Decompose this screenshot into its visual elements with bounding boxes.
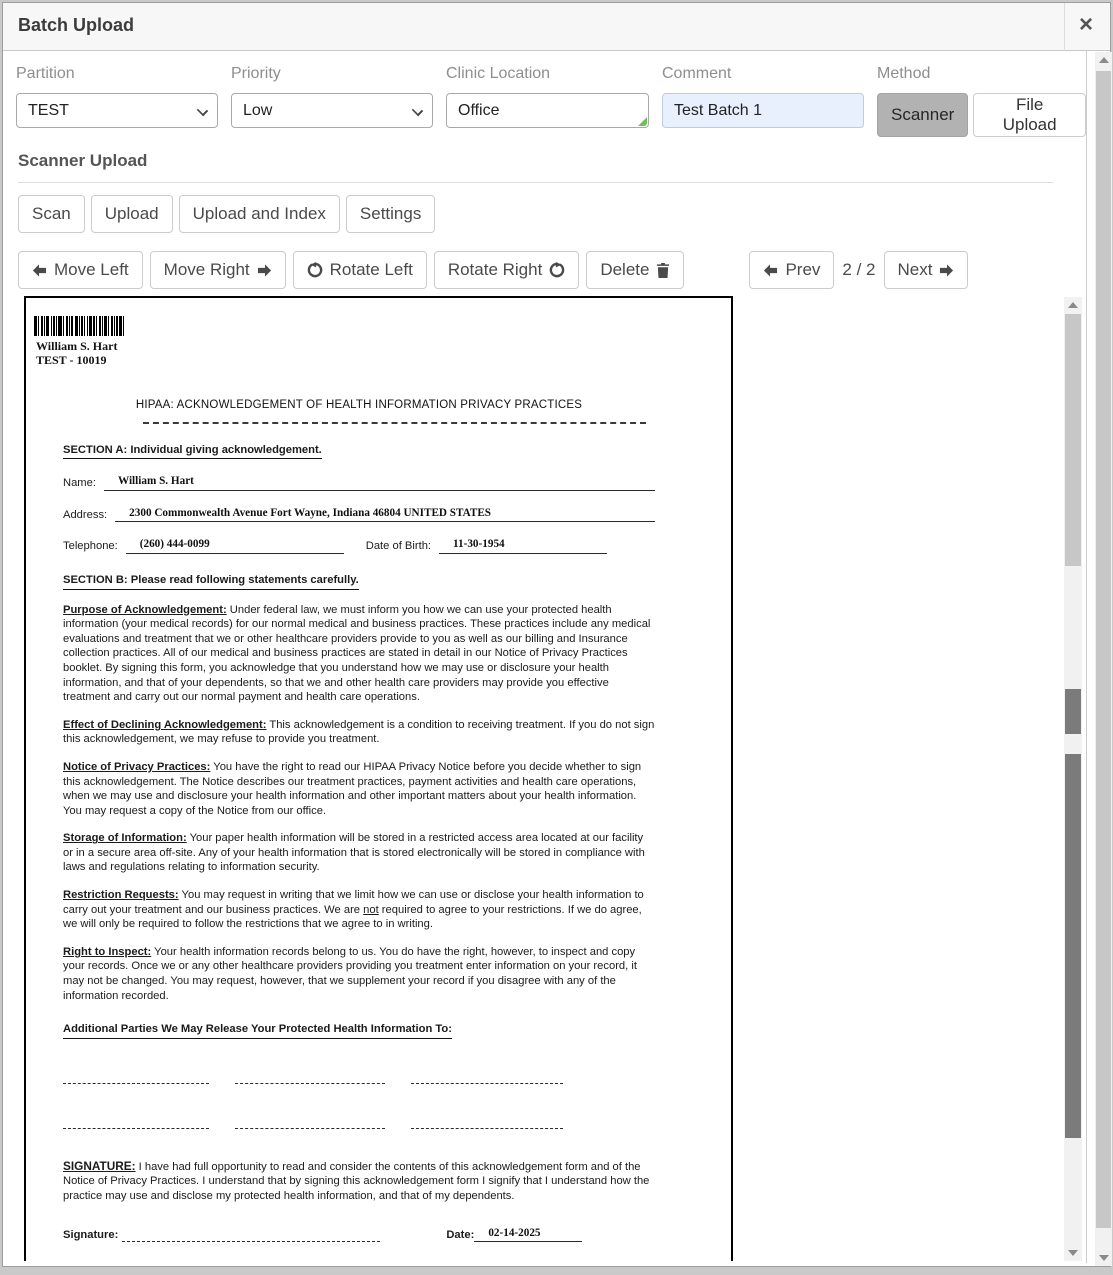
- section-divider: [18, 182, 1053, 183]
- name-row: Name: William S. Hart: [63, 474, 655, 491]
- partition-select[interactable]: [16, 93, 218, 128]
- scanner-upload-heading: Scanner Upload: [18, 151, 148, 170]
- document-content: [26, 298, 731, 1242]
- release-blank-row: [63, 1072, 655, 1084]
- rotate-right-icon: [549, 262, 565, 278]
- scroll-down-icon[interactable]: [1064, 1245, 1082, 1261]
- scan-button[interactable]: Scan: [18, 195, 85, 233]
- method-field-group: [877, 65, 1086, 137]
- telephone-value: (260) 444-0099: [126, 537, 344, 554]
- page-toolbar: [18, 251, 968, 289]
- preview-scrollbar-thumb[interactable]: [1065, 314, 1081, 566]
- method-file-upload-button[interactable]: File Upload: [973, 93, 1086, 137]
- upload-and-index-button[interactable]: Upload and Index: [179, 195, 340, 233]
- signature-date-value: 02-14-2025: [474, 1226, 582, 1243]
- dob-value: 11-30-1954: [439, 537, 607, 554]
- method-label: Method: [877, 65, 931, 82]
- scroll-up-icon[interactable]: [1064, 297, 1082, 313]
- delete-button[interactable]: Delete: [586, 251, 684, 289]
- clinic-location-input[interactable]: [446, 93, 649, 128]
- purpose-paragraph: Purpose of Acknowledgement: Under federal law, we must inform you how we can use your protected health information (your medical records) for our normal medical and business practices. These practices include any medical evaluations and treatment that we or other healthcare providers provide to you as well as our billing and Insurance collection practices. All of our medical and business practices are stated in detail in our Notice of Privacy Practices booklet. By signing this form, you acknowledge that you understand how we may use or disclosure your health information, and that of your dependents, so that we and other health care providers may provide you effective treatment and carry out our normal payment and health care operations.: [63, 603, 651, 704]
- chevron-down-icon: [412, 105, 423, 116]
- additional-parties-heading: Additional Parties We May Release Your Protected Health Information To:: [63, 1022, 452, 1039]
- patient-name: William S. Hart: [36, 339, 118, 353]
- arrow-right-icon: [939, 263, 954, 278]
- rotate-right-button[interactable]: Rotate Right: [434, 251, 580, 289]
- chevron-down-icon: [197, 105, 208, 116]
- storage-paragraph: Storage of Information: Your paper health information will be stored in a restricted access area located at our facility or in a secure area off-site. Any of your health information that is stored electronically will be stored in compliance with laws and regulations relating to information security.: [63, 832, 645, 874]
- right-to-inspect-paragraph: Right to Inspect: Your health information records belong to us. You do have the right, however, to inspect and copy your records. Once we or any other healthcare providers providing you treatment enter information on your record, it may not be changed. You may request, however, that we supplement your record if you disagree with any of the information recorded.: [63, 945, 637, 1002]
- telephone-dob-row: Telephone: (260) 444-0099 Date of Birth: 11-30-1954: [63, 537, 655, 554]
- scroll-up-icon[interactable]: [1095, 52, 1112, 68]
- address-value: 2300 Commonwealth Avenue Fort Wayne, Indiana 46804 UNITED STATES: [115, 506, 655, 523]
- page-indicator: 2 / 2: [842, 260, 876, 279]
- patient-block: [36, 339, 655, 367]
- method-scanner-button[interactable]: Scanner: [877, 93, 968, 137]
- rotate-left-button[interactable]: Rotate Left: [293, 251, 427, 289]
- modal-header: [3, 3, 1110, 51]
- comment-input[interactable]: [662, 93, 864, 128]
- signature-paragraph: SIGNATURE: I have had full opportunity to read and consider the contents of this acknowledgement form and of the Notice of Privacy Practices. I understand that by signing this acknowledgement form I signify that I understand how the practice may use and disclose my protected health information, and that of my dependents.: [63, 1158, 650, 1202]
- effect-paragraph: Effect of Declining Acknowledgement: This acknowledgement is a condition to receiving treatment. If you do not sign this acknowledgement, we may refuse to provide you treatment.: [63, 718, 655, 746]
- modal-scrollbar-thumb[interactable]: [1096, 71, 1111, 1228]
- document-title: HIPAA: ACKNOWLEDGEMENT OF HEALTH INFORMATION PRIVACY PRACTICES: [135, 399, 583, 411]
- document-preview-page: [24, 296, 733, 1261]
- comment-label: Comment: [662, 65, 732, 82]
- move-right-button[interactable]: Move Right: [150, 251, 286, 289]
- next-button[interactable]: Next: [884, 251, 969, 289]
- comment-field-group: [662, 65, 864, 128]
- prev-button[interactable]: Prev: [749, 251, 834, 289]
- arrow-right-icon: [257, 263, 272, 278]
- resize-grip-icon[interactable]: [638, 117, 647, 126]
- release-blank-row: [63, 1117, 655, 1129]
- patient-id: TEST - 10019: [36, 353, 107, 367]
- name-value: William S. Hart: [104, 474, 655, 491]
- scanner-action-row: [18, 195, 435, 233]
- priority-select[interactable]: [231, 93, 433, 128]
- scroll-down-icon[interactable]: [1095, 1250, 1112, 1266]
- partition-label: Partition: [16, 65, 75, 82]
- arrow-left-icon: [32, 263, 47, 278]
- preview-scrollbar-mark: [1065, 689, 1081, 734]
- trash-icon: [656, 263, 670, 278]
- move-left-button[interactable]: Move Left: [18, 251, 143, 289]
- close-button[interactable]: [1064, 3, 1110, 51]
- batch-form: [16, 65, 1086, 137]
- arrow-left-icon: [763, 263, 778, 278]
- priority-label: Priority: [231, 65, 281, 82]
- pager: [749, 251, 968, 289]
- partition-field-group: [16, 65, 218, 128]
- rotate-left-icon: [307, 262, 323, 278]
- priority-value: Low: [243, 102, 273, 119]
- clinic-location-value: Office: [458, 102, 500, 119]
- preview-scrollbar[interactable]: [1064, 297, 1082, 1261]
- restriction-paragraph: Restriction Requests: You may request in writing that we limit how we can use or disclose your health information to carry out your treatment and our business practices. We are not required to agree to your restrictions. If we do agree, we will only be required to follow the restrictions that we agree to in writing.: [63, 889, 644, 931]
- preview-scrollbar-mark: [1065, 754, 1081, 1138]
- section-b-heading: SECTION B: Please read following statements carefully.: [63, 573, 359, 590]
- clinic-location-field-group: [446, 65, 649, 128]
- method-toggle: [877, 93, 1086, 137]
- partition-value: TEST: [28, 102, 69, 119]
- priority-field-group: [231, 65, 433, 128]
- barcode: [34, 316, 198, 336]
- batch-upload-modal: [2, 2, 1111, 1267]
- upload-button[interactable]: Upload: [91, 195, 173, 233]
- close-icon: ×: [1079, 11, 1094, 38]
- notice-paragraph: Notice of Privacy Practices: You have the right to read our HIPAA Privacy Notice before you decide whether to sign this acknowledgement. The Notice describes our treatment practices, payment activities and health care operations, when we may use and disclosure your health information and other important matters about your health information. You may request a copy of the Notice from our office.: [63, 760, 642, 817]
- settings-button[interactable]: Settings: [346, 195, 435, 233]
- clinic-location-label: Clinic Location: [446, 65, 551, 82]
- address-row: Address: 2300 Commonwealth Avenue Fort Wayne, Indiana 46804 UNITED STATES: [63, 506, 655, 523]
- modal-title: Batch Upload: [18, 15, 135, 35]
- section-a-heading: SECTION A: Individual giving acknowledgement.: [63, 443, 322, 460]
- signature-row: Signature: Date: 02-14-2025: [63, 1226, 655, 1243]
- modal-scrollbar[interactable]: [1095, 52, 1112, 1266]
- modal-body: [3, 51, 1087, 1263]
